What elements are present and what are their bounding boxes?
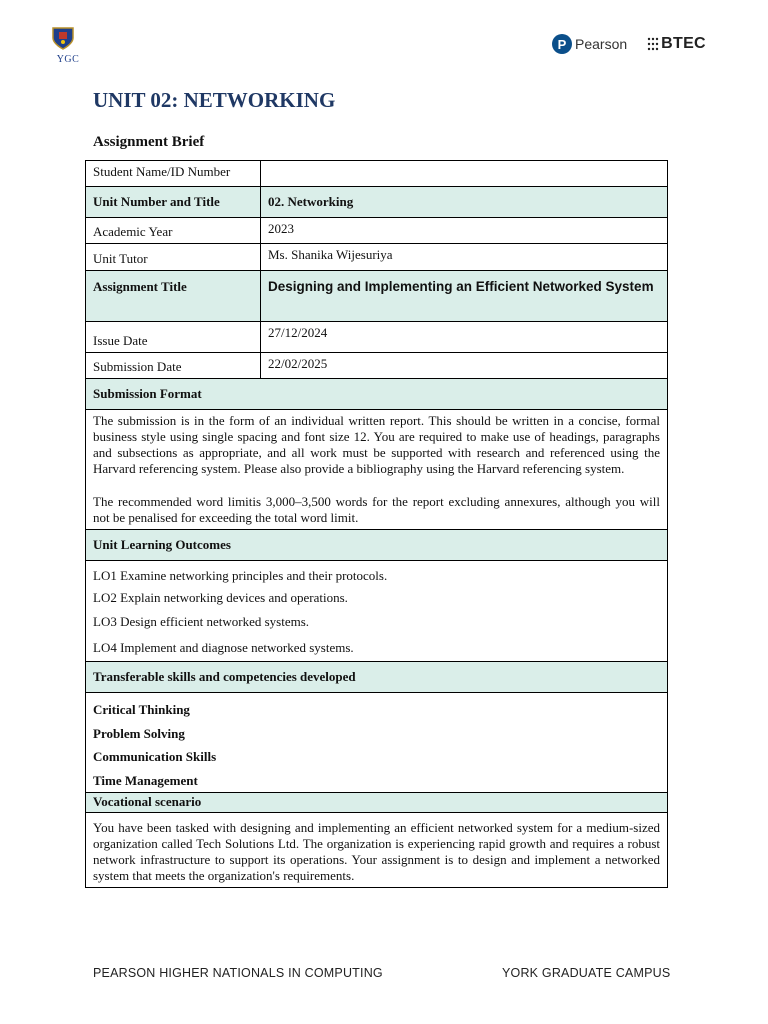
skills-list <box>86 693 668 793</box>
btec-logo <box>647 35 706 53</box>
skill-item: Communication Skills <box>93 749 217 764</box>
year-value: 2023 <box>261 218 668 244</box>
submission-label: Submission Date <box>86 353 261 379</box>
submission-format-para-2: The recommended word limitis 3,000–3,500 words for the report excluding annexures, although you will not be penalised for exceeding the total word limit. <box>93 494 660 525</box>
row-title <box>86 271 668 322</box>
college-logo-subline <box>50 65 86 69</box>
learning-outcome-item: LO3 Design efficient networked systems. <box>93 614 310 629</box>
footer-right: YORK GRADUATE CAMPUS <box>502 966 671 980</box>
issue-value: 27/12/2024 <box>261 322 668 353</box>
row-learning-outcomes-heading <box>86 530 668 561</box>
pearson-label: Pearson <box>575 36 628 52</box>
submission-format-body <box>86 410 668 530</box>
row-submission-format-heading <box>86 379 668 410</box>
unit-label: Unit Number and Title <box>86 187 261 218</box>
btec-dots-icon <box>647 37 659 51</box>
learning-outcome-item: LO4 Implement and diagnose networked systems. <box>93 640 354 655</box>
row-learning-outcomes <box>86 561 668 662</box>
assignment-brief-table <box>85 160 668 888</box>
student-label: Student Name/ID Number <box>86 161 261 187</box>
row-scenario <box>86 813 668 888</box>
submission-format-para-1: The submission is in the form of an individual written report. This should be written in a concise, formal business style using single spacing and font size 12. You are required to make use of headings, paragraphs and subsections as appropriate, and all work must be supported with research and referenced using the Harvard referencing system. Please also provide a bibliography using the Harvard referencing system. <box>93 413 660 476</box>
learning-outcome-item: LO1 Examine networking principles and their protocols. <box>93 568 388 583</box>
row-skills-heading <box>86 662 668 693</box>
skill-item: Problem Solving <box>93 725 185 741</box>
issue-label: Issue Date <box>86 322 261 353</box>
row-unit <box>86 187 668 218</box>
footer-left: PEARSON HIGHER NATIONALS IN COMPUTING <box>93 966 383 980</box>
student-value <box>261 161 668 187</box>
unit-title: UNIT 02: NETWORKING <box>93 88 336 112</box>
title-label: Assignment Title <box>86 271 261 322</box>
tutor-label: Unit Tutor <box>86 244 261 271</box>
btec-label: BTEC <box>661 35 706 52</box>
unit-value: 02. Networking <box>261 187 668 218</box>
row-skills <box>86 693 668 793</box>
college-crest-icon <box>50 26 76 50</box>
assignment-brief-heading: Assignment Brief <box>93 134 205 150</box>
scenario-heading: Vocational scenario <box>86 793 668 813</box>
row-student <box>86 161 668 187</box>
row-submission-format <box>86 410 668 530</box>
pearson-logo <box>552 34 627 54</box>
row-scenario-heading <box>86 793 668 813</box>
college-logo-text: YGC <box>56 54 80 65</box>
row-issue <box>86 322 668 353</box>
learning-outcomes-heading: Unit Learning Outcomes <box>86 530 668 561</box>
skill-item: Time Management <box>93 772 198 788</box>
submission-value: 22/02/2025 <box>261 353 668 379</box>
row-tutor <box>86 244 668 271</box>
row-year <box>86 218 668 244</box>
partner-logos <box>552 34 706 54</box>
scenario-body: You have been tasked with designing and implementing an efficient networked system for a medium-sized organization called Tech Solutions Ltd. The organization is experiencing rapid growth and requires a robust network infrastructure to support its operations. Your assignment is to design and implement a networked system that meets the organization's requirements. <box>86 813 668 888</box>
college-logo <box>50 26 86 66</box>
row-submission <box>86 353 668 379</box>
skills-heading: Transferable skills and competencies developed <box>86 662 668 693</box>
year-label: Academic Year <box>86 218 261 244</box>
submission-format-heading: Submission Format <box>86 379 668 410</box>
skill-item: Critical Thinking <box>93 702 190 717</box>
pearson-p-icon: P <box>552 34 572 54</box>
learning-outcomes-list <box>86 561 668 662</box>
title-value: Designing and Implementing an Efficient Networked System <box>261 271 668 322</box>
learning-outcome-item: LO2 Explain networking devices and operations. <box>93 590 348 605</box>
tutor-value: Ms. Shanika Wijesuriya <box>261 244 668 271</box>
